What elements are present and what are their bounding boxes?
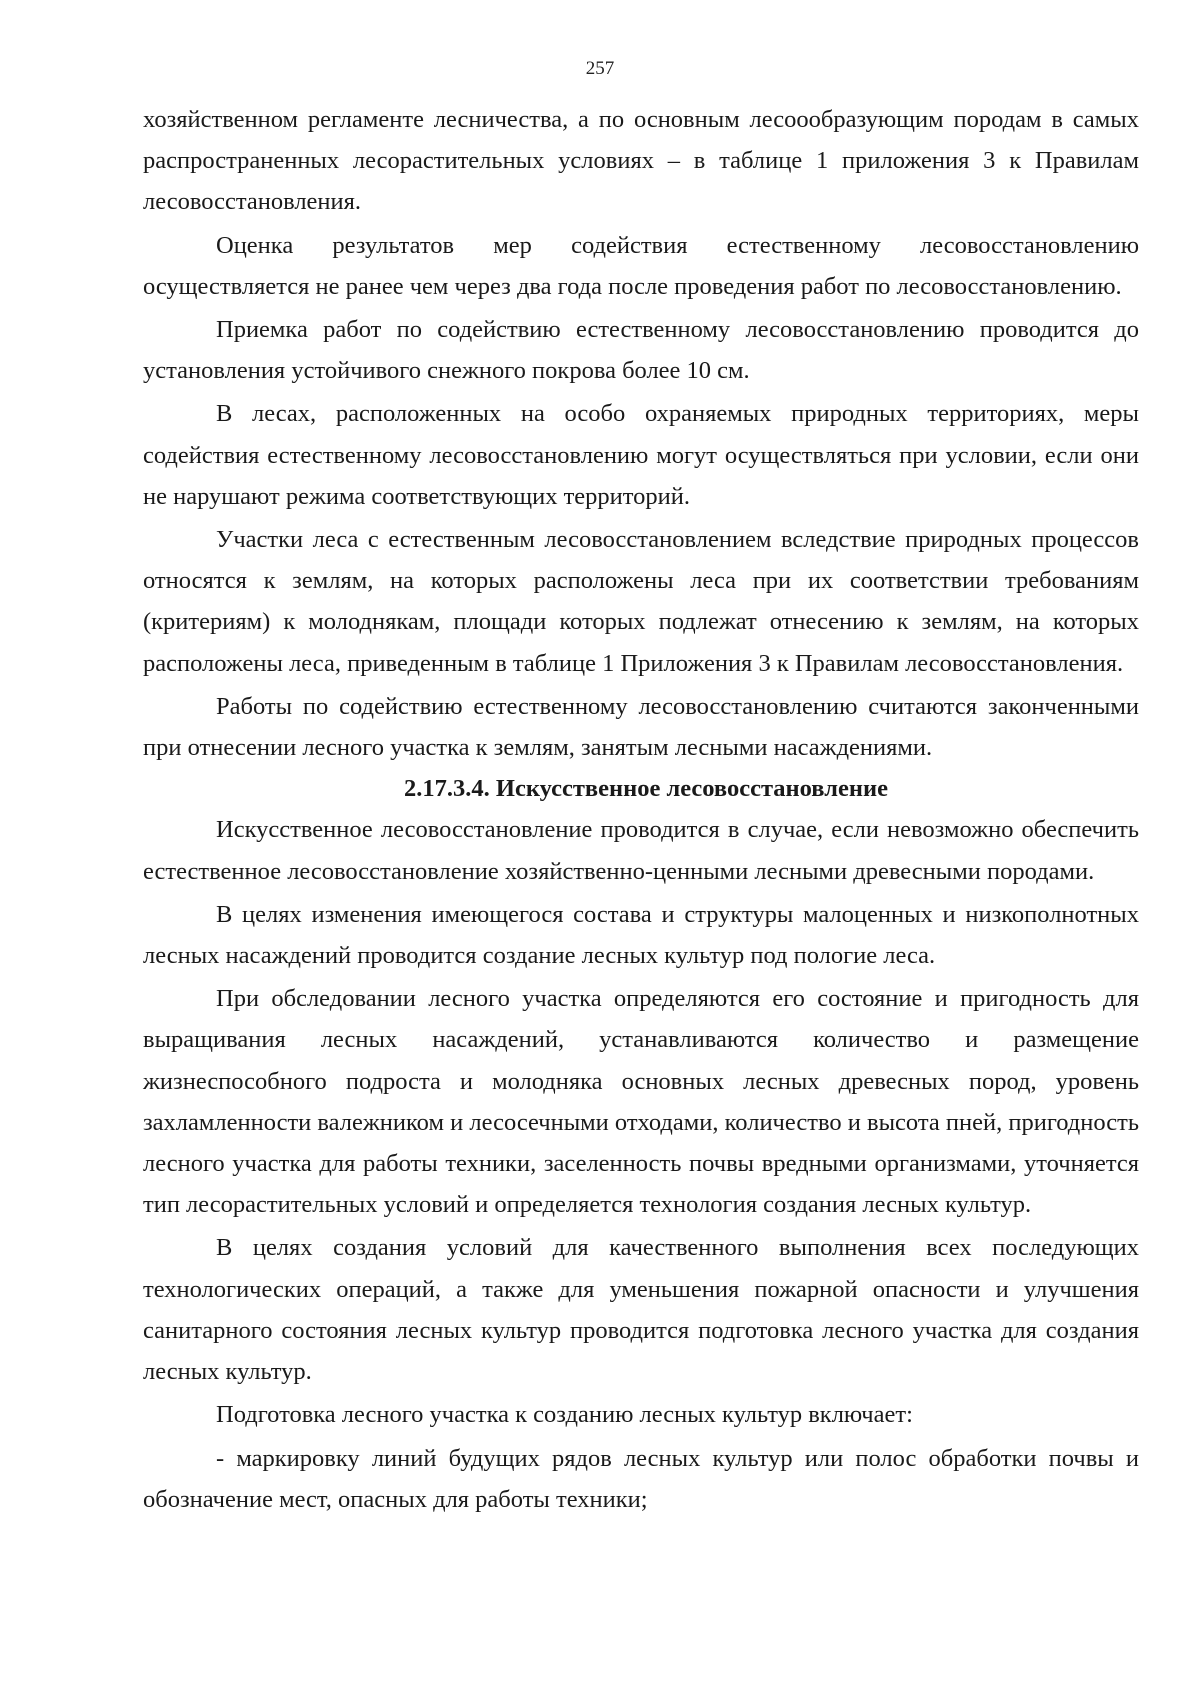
paragraph-plot-preparation: В целях создания условий для качественного выполнения всех последующих технологических операций, а также для уменьшения пожарной опасности и улучшения санитарного состояния лесных культур проводится подготовка лесного участка для создания лесных культур. [143,1234,1139,1386]
paragraph-completion: Работы по содействию естественному лесовосстановлению считаются законченными при отнесении лесного участка к землям, занятым лесными насаждениями. [143,692,1139,762]
paragraph-assessment: Оценка результатов мер содействия естественному лесовосстановлению осуществляется не ранее чем через два года после проведения работ по лесовосстановлению. [143,231,1139,300]
paragraph-artificial-regeneration: Искусственное лесовосстановление проводится в случае, если невозможно обеспечить естественное лесовосстановление хозяйственно-ценными лесными древесными породами. [143,816,1139,885]
page-number: 257 [585,58,615,79]
paragraph-continuation: хозяйственном регламенте лесничества, а по основным лесоообразующим породам в самых распространенных лесорастительных условиях – в таблице 1 приложения 3 к Правилам лесовосстановления. [143,106,1139,216]
paragraph-preparation-includes: Подготовка лесного участка к созданию лесных культур включает: [216,1401,913,1429]
paragraph-plot-survey: При обследовании лесного участка определяются его состояние и пригодность для выращивания лесных насаждений, устанавливаются количество и размещение жизнеспособного подроста и молодняка основных лесных древесных пород, уровень захламленности валежником и лесосечными отходами, количество и высота пней, пригодность лесного участка для работы техники, заселенность почвы вредными организмами, уточняется тип лесорастительных условий и определяется технология создания лесных культур. [143,985,1139,1219]
section-heading: 2.17.3.4. Искусственное лесовосстановление [404,775,888,803]
list-item-marking: - маркировку линий будущих рядов лесных культур или полос обработки почвы и обозначение мест, опасных для работы техники; [143,1444,1139,1513]
paragraph-acceptance: Приемка работ по содействию естественному лесовосстановлению проводится до установления устойчивого снежного покрова более 10 см. [143,316,1139,385]
paragraph-protected-areas: В лесах, расположенных на особо охраняемых природных территориях, меры содействия естественному лесовосстановлению могут осуществляться при условии, если они не нарушают режима соответствующих территорий. [143,400,1139,510]
paragraph-natural-regeneration-plots: Участки леса с естественным лесовосстановлением вследствие природных процессов относятся к землям, на которых расположены леса при их соответствии требованиям (критериям) к молоднякам, площади которых подлежат отнесению к землям, на которых расположены леса, приведенным в таблице 1 Приложения 3 к Правилам лесовосстановления. [143,526,1139,677]
document-body [143,99,1139,1520]
paragraph-composition-change: В целях изменения имеющегося состава и структуры малоценных и низкополнотных лесных насаждений проводится создание лесных культур под пологие леса. [143,900,1139,970]
